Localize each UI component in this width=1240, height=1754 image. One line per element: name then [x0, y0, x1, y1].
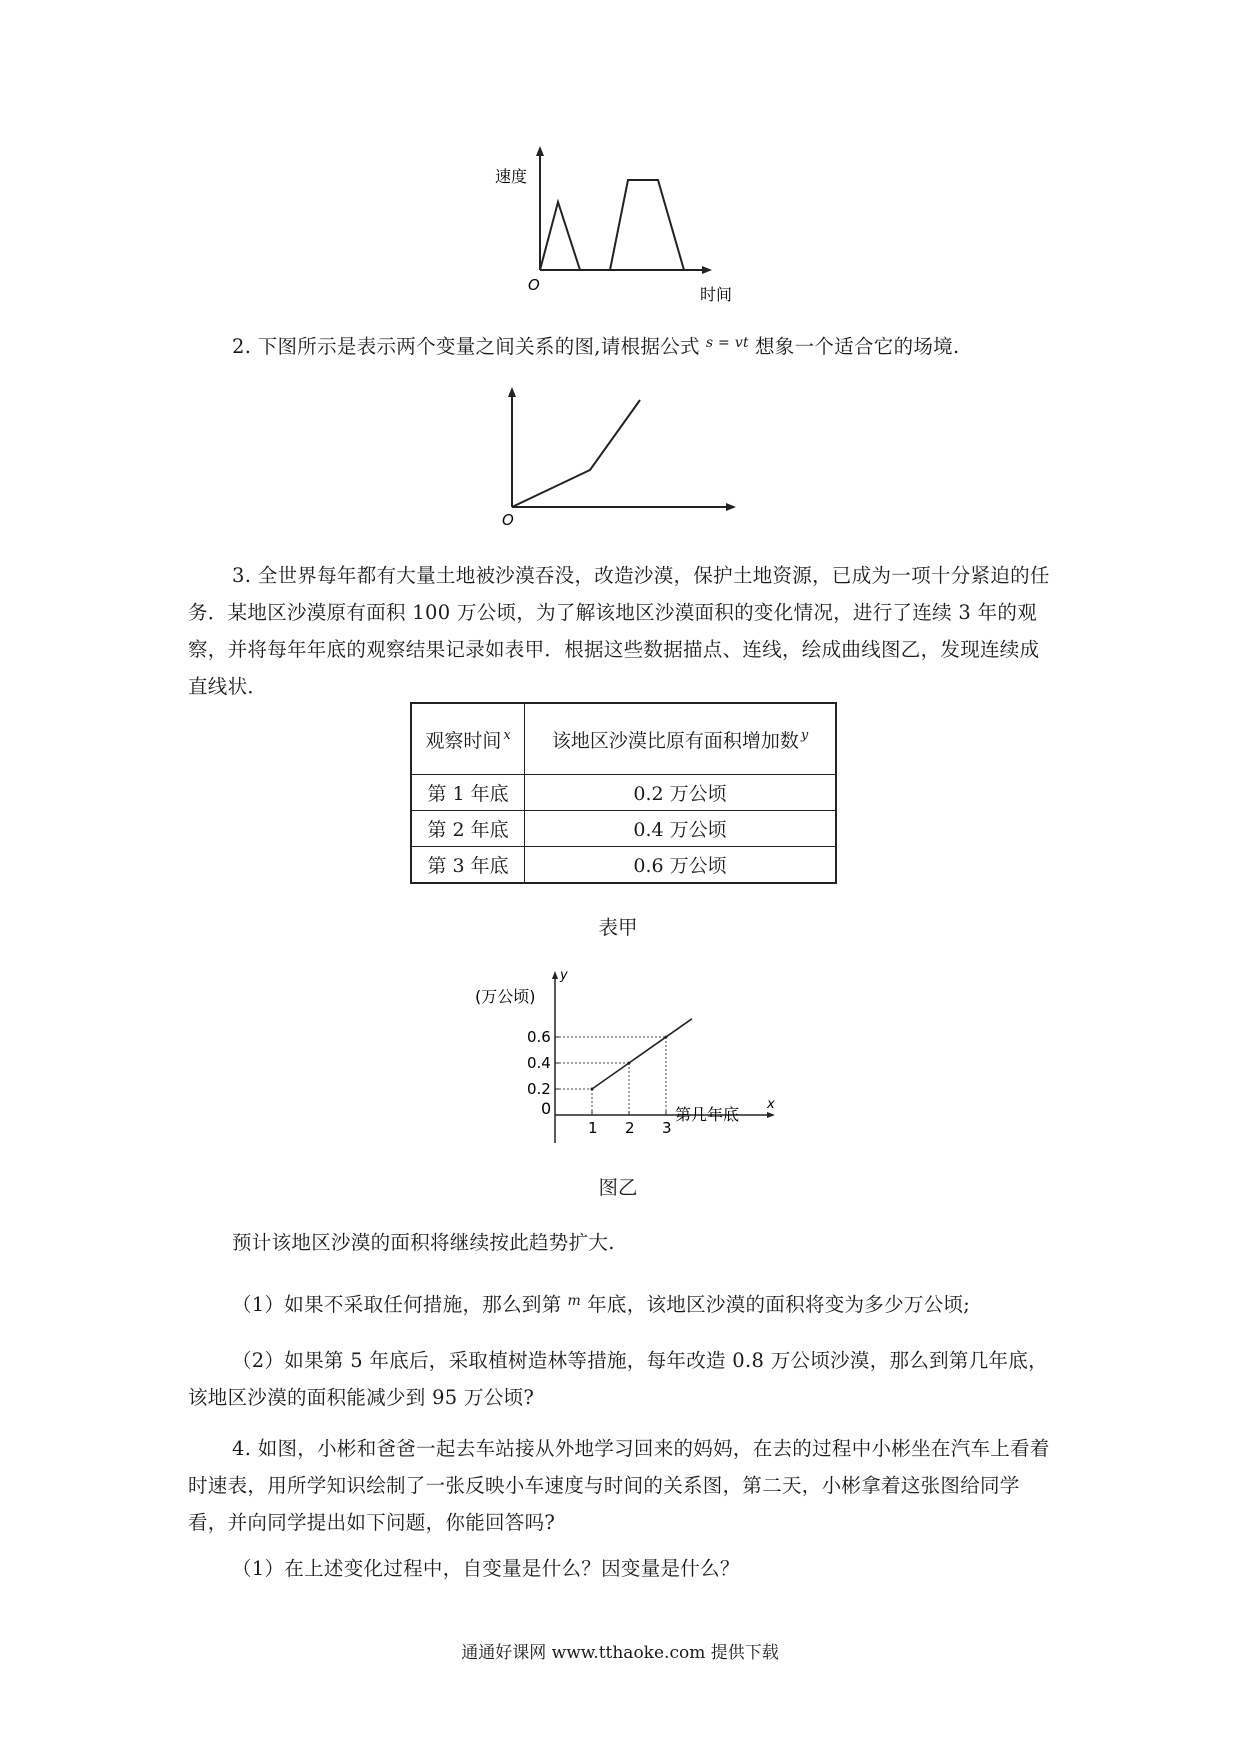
- fig2-origin: O: [502, 511, 514, 529]
- chart-xlabel: 第几年底: [675, 1105, 740, 1124]
- chart-y-var: y: [560, 968, 568, 983]
- y-tick-label: 0.4: [527, 1054, 551, 1072]
- table-header-increase: 该地区沙漠比原有面积增加数 $^y$: [525, 703, 837, 775]
- table-row: [411, 847, 836, 884]
- data-point: [665, 1036, 668, 1039]
- data-point: [628, 1062, 631, 1065]
- question-2: [188, 325, 1056, 365]
- table-cell-area: 0.4 万公顷: [525, 811, 837, 847]
- q2-text-after: 想象一个适合它的场境.: [754, 335, 960, 358]
- question-3-intro: 3. 全世界每年都有大量土地被沙漠吞没，改造沙漠，保护土地资源，已成为一项十分紧迫的任务．某地区沙漠原有面积 100 万公顷，为了解该地区沙漠面积的变化情况，进行了连续 3 年的观察，并将每年年底的观察结果记录如表甲．根据这些数据描点、连线，绘成曲线图乙，发现连续成直线状．: [188, 564, 1050, 698]
- chart-caption: 图乙: [598, 1176, 638, 1199]
- table-cell-year: 第 1 年底: [411, 775, 525, 811]
- table-cell-year: 第 2 年底: [411, 811, 525, 847]
- x-tick-label: 1: [588, 1119, 598, 1137]
- table-caption: 表甲: [598, 916, 638, 939]
- chart-ylabel: (万公顷): [475, 987, 536, 1006]
- data-point: [591, 1088, 594, 1091]
- fig1-origin: O: [528, 276, 540, 294]
- table-cell-area: 0.6 万公顷: [525, 847, 837, 884]
- page-footer: 通通好课网 www.tthaoke.com 提供下载: [461, 1643, 779, 1663]
- y-tick-label: 0.6: [527, 1028, 551, 1046]
- x-tick-label: 2: [625, 1119, 635, 1137]
- q2-text-before: 2. 下图所示是表示两个变量之间关系的图,请根据公式: [232, 335, 700, 358]
- y-tick-label: 0.2: [527, 1080, 551, 1098]
- observation-table: [410, 702, 837, 884]
- speed-time-figure: [490, 140, 750, 310]
- question-4-intro: 4. 如图，小彬和爸爸一起去车站接从外地学习回来的妈妈，在去的过程中小彬坐在汽车上看着时速表，用所学知识绘制了一张反映小车速度与时间的关系图，第二天，小彬拿着这张图给同学看，并向同学提出如下问题，你能回答吗?: [188, 1437, 1050, 1534]
- chart-x-var: x: [767, 1097, 775, 1112]
- fig1-ylabel: 速度: [495, 167, 528, 186]
- q2-formula: s = vt: [705, 335, 749, 351]
- series-line: [592, 1019, 692, 1089]
- q3-sub1: （1）如果不采取任何措施，那么到第 $^m$ 年底，该地区沙漠的面积将变为多少万公顷;: [232, 1293, 971, 1316]
- table-cell-year: 第 3 年底: [411, 847, 525, 884]
- table-cell-area: 0.2 万公顷: [525, 775, 837, 811]
- table-row: [411, 811, 836, 847]
- fig1-xlabel: 时间: [700, 285, 733, 304]
- distance-time-figure: [498, 380, 748, 530]
- table-row: [411, 775, 836, 811]
- table-header-row: [411, 703, 836, 775]
- q3-trend-text: 预计该地区沙漠的面积将继续按此趋势扩大.: [232, 1231, 615, 1254]
- desert-area-chart: [465, 965, 785, 1145]
- chart-origin: 0: [541, 1099, 552, 1118]
- q4-sub1: （1）在上述变化过程中，自变量是什么？因变量是什么？: [232, 1557, 740, 1580]
- table-header-time: 观察时间 $^x$: [411, 703, 525, 775]
- x-tick-label: 3: [662, 1119, 672, 1137]
- q3-sub2: （2）如果第 5 年底后，采取植树造林等措施，每年改造 0.8 万公顷沙漠，那么到第几年底，该地区沙漠的面积能减少到 95 万公顷?: [188, 1349, 1048, 1409]
